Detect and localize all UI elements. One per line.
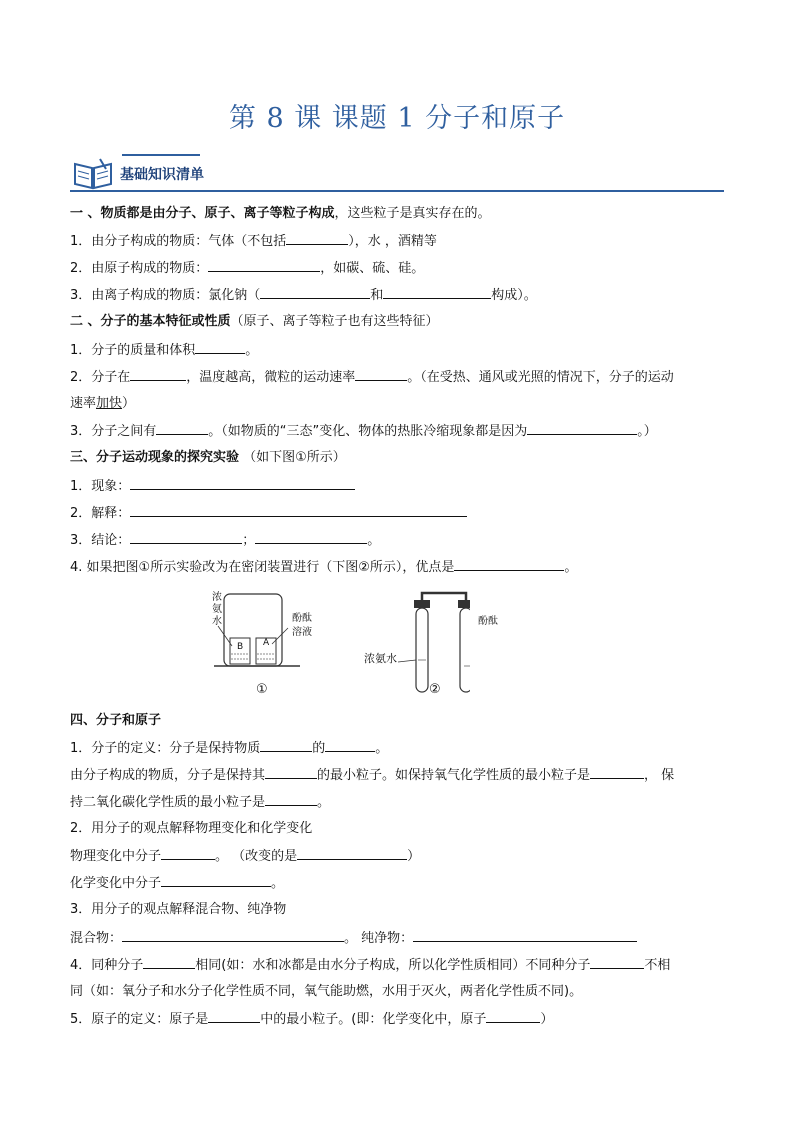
answer-blank[interactable] bbox=[486, 1009, 540, 1023]
answer-blank[interactable] bbox=[130, 503, 467, 517]
s4-item-5: 5．原子的定义：原子是 中的最小粒子。(即：化学变化中，原子 ） bbox=[70, 1009, 724, 1030]
answer-blank[interactable] bbox=[208, 1009, 260, 1023]
answer-blank[interactable] bbox=[156, 421, 208, 435]
s4-item-4: 4．同种分子 相同(如：水和冰都是由水分子构成，所以化学性质相同）不同种分子 不相 bbox=[70, 955, 724, 976]
answer-blank[interactable] bbox=[130, 476, 355, 490]
fig1-label-ammonia: 浓氨水 bbox=[212, 592, 222, 627]
answer-blank[interactable] bbox=[260, 285, 370, 299]
s3-item-4: 4. 如果把图①所示实验改为在密闭装置进行（下图②所示），优点是 。 bbox=[70, 557, 724, 578]
answer-blank[interactable] bbox=[297, 846, 407, 860]
s2-heading: 二 、分子的基本特征或性质（原子、离子等粒子也有这些特征） bbox=[70, 314, 439, 329]
s4-item-2-physical: 物理变化中分子 。 （改变的是 ） bbox=[70, 846, 724, 867]
book-icon bbox=[72, 156, 114, 190]
s2-item-3: 3．分子之间有 。（如物质的“三态”变化、物体的热胀冷缩现象都是因为 。） bbox=[70, 421, 724, 442]
answer-blank[interactable] bbox=[325, 738, 375, 752]
s4-item-2: 2．用分子的观点解释物理变化和化学变化 bbox=[70, 821, 313, 836]
s4-item-1-cont2: 持二氧化碳化学性质的最小粒子是 。 bbox=[70, 792, 724, 813]
answer-blank[interactable] bbox=[255, 530, 367, 544]
figure-1-caption: ① bbox=[256, 682, 268, 697]
fig2-label-phenolphthalein: 酚酞 bbox=[478, 616, 498, 627]
s4-item-3: 3．用分子的观点解释混合物、纯净物 bbox=[70, 902, 287, 917]
s1-heading: 一 、物质都是由分子、原子、离子等粒子构成，这些粒子是真实存在的。 bbox=[70, 206, 491, 221]
answer-blank[interactable] bbox=[143, 955, 195, 969]
s2-item-2: 2．分子在 ，温度越高，微粒的运动速率 。（在受热、通风或光照的情况下，分子的运动 bbox=[70, 367, 724, 388]
answer-blank[interactable] bbox=[161, 846, 215, 860]
answer-blank[interactable] bbox=[413, 928, 637, 942]
answer-blank[interactable] bbox=[265, 792, 317, 806]
s4-item-2-chemical: 化学变化中分子 。 bbox=[70, 873, 724, 894]
section-header bbox=[70, 150, 724, 194]
answer-blank[interactable] bbox=[355, 367, 407, 381]
s3-item-3: 3．结论： ； 。 bbox=[70, 530, 724, 551]
answer-blank[interactable] bbox=[130, 367, 186, 381]
answer-blank[interactable] bbox=[454, 557, 564, 571]
s1-item-2: 2．由原子构成的物质： ，如碳、硫、硅。 bbox=[70, 258, 724, 279]
s4-item-4-cont: 同（如：氧分子和水分子化学性质不同，氧气能助燃，水用于灭火，两者化学性质不同)。 bbox=[70, 984, 583, 999]
s3-heading: 三、分子运动现象的探究实验 （如下图①所示） bbox=[70, 450, 346, 465]
answer-blank[interactable] bbox=[265, 765, 317, 779]
answer-blank[interactable] bbox=[130, 530, 242, 544]
s2-item-1: 1．分子的质量和体积 。 bbox=[70, 340, 724, 361]
s1-item-3: 3．由离子构成的物质：氯化钠（ 和 构成）。 bbox=[70, 285, 724, 306]
s4-item-1-cont: 由分子构成的物质，分子是保持其 的最小粒子。如保持氧气化学性质的最小粒子是 ， 保 bbox=[70, 765, 724, 786]
figure-2-caption: ② bbox=[429, 682, 441, 697]
s4-heading: 四、分子和原子 bbox=[70, 713, 162, 728]
answer-blank[interactable] bbox=[590, 765, 644, 779]
beaker-b-label: B bbox=[237, 642, 244, 652]
beaker-a-label: A bbox=[263, 638, 270, 648]
s3-item-1: 1．现象： bbox=[70, 476, 724, 497]
page-title: 第 8 课 课题 1 分子和原子 bbox=[228, 103, 566, 134]
fig1-label-phenolphthalein: 酚酞溶液 bbox=[292, 613, 312, 638]
s3-item-2: 2．解释： bbox=[70, 503, 724, 524]
answer-blank[interactable] bbox=[161, 873, 271, 887]
figure-1-apparatus bbox=[214, 594, 300, 666]
answer-blank[interactable] bbox=[122, 928, 344, 942]
answer-blank[interactable] bbox=[260, 738, 312, 752]
figure-2-apparatus bbox=[398, 593, 470, 692]
s4-item-1: 1．分子的定义：分子是保持物质 的 。 bbox=[70, 738, 724, 759]
section-label: 基础知识清单 bbox=[120, 167, 204, 183]
answer-blank[interactable] bbox=[527, 421, 637, 435]
answer-blank[interactable] bbox=[590, 955, 644, 969]
fig2-label-ammonia: 浓氨水 bbox=[364, 652, 397, 665]
s4-item-3-answers: 混合物： 。 纯净物： bbox=[70, 928, 724, 949]
answer-blank[interactable] bbox=[208, 258, 320, 272]
s2-item-2-cont: 速率加快） bbox=[70, 396, 136, 411]
s1-item-1: 1．由分子构成的物质：气体（不包括 ），水 ，酒精等 bbox=[70, 231, 724, 252]
answer-blank[interactable] bbox=[286, 231, 348, 245]
answer-blank[interactable] bbox=[195, 340, 245, 354]
answer-blank[interactable] bbox=[383, 285, 491, 299]
